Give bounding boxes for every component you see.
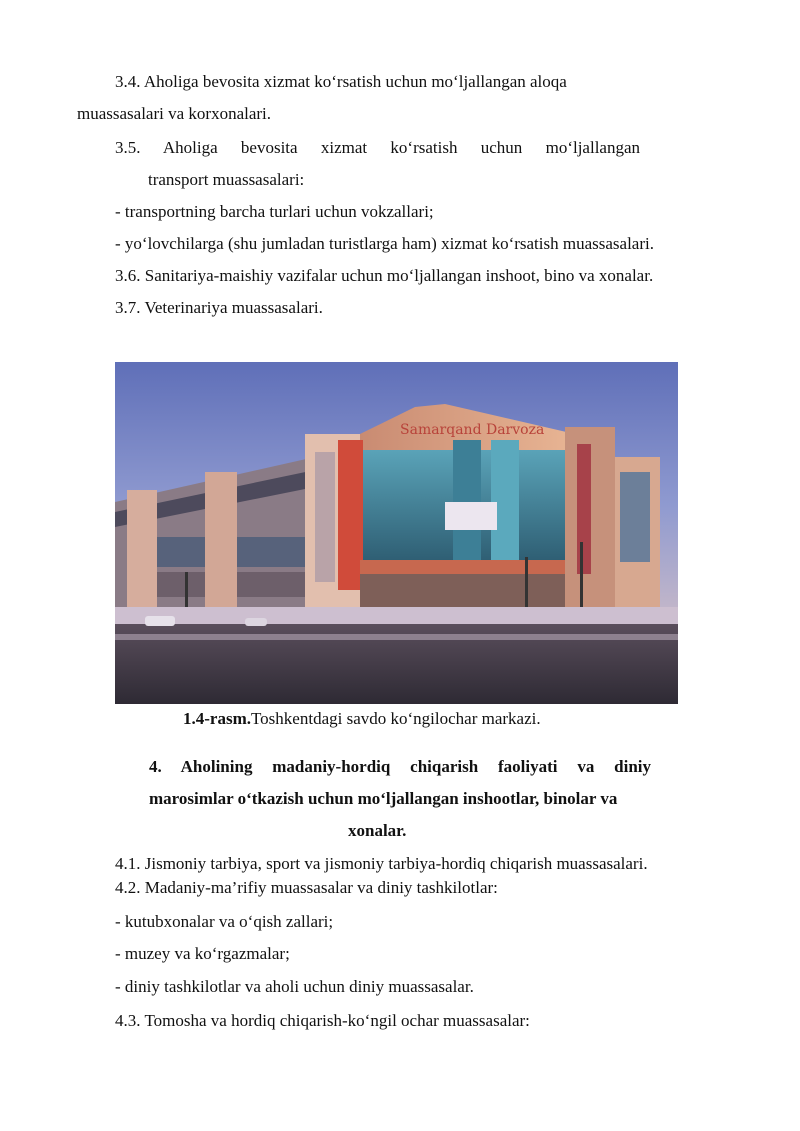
list-item-yolovchilar: - yo‘lovchilarga (shu jumladan turistlarga ham) xizmat ko‘rsatish muassasalari. [115, 234, 654, 253]
item-4-2: 4.2. Madaniy-ma’rifiy muassasalar va diniy tashkilotlar: [115, 878, 498, 897]
caption-text: Toshkentdagi savdo ko‘ngilochar markazi. [250, 709, 541, 728]
item-3-5-number: 3.5. [115, 138, 141, 157]
item-4-3: 4.3. Tomosha va hordiq chiqarish-ko‘ngil ochar muassasalar: [115, 1011, 530, 1030]
item-4-1: 4.1. Jismoniy tarbiya, sport va jismoniy tarbiya-hordiq chiqarish muassasalari. [115, 854, 648, 873]
item-3-4-number: 3.4. [115, 72, 141, 91]
item-3-4-continuation: muassasalari va korxonalari. [77, 104, 272, 123]
list-item-kutubxonalar: - kutubxonalar va o‘qish zallari; [115, 912, 334, 931]
item-3-5-text: Aholiga bevosita xizmat ko‘rsatish uchun mo‘ljallangan [162, 138, 641, 157]
section-heading-line3: xonalar. [348, 821, 407, 840]
item-3-7: 3.7. Veterinariya muassasalari. [115, 298, 323, 317]
caption-label: 1.4-rasm. [183, 709, 251, 728]
section-heading-line1: 4. Aholining madaniy-hordiq chiqarish faoliyati va diniy [149, 757, 651, 776]
item-3-5 [115, 137, 640, 159]
figure-caption [183, 708, 541, 730]
item-3-4-text: Aholiga bevosita xizmat ko‘rsatish uchun mo‘ljallangan aloqa [143, 72, 567, 91]
list-item-diniy: - diniy tashkilotlar va aholi uchun diniy muassasalar. [115, 977, 474, 996]
item-3-5-continuation: transport muassasalari: [148, 170, 305, 189]
sign-text: Samarqand Darvoza [400, 422, 545, 438]
list-item-vokzallar: - transportning barcha turlari uchun vokzallari; [115, 202, 434, 221]
item-3-6: 3.6. Sanitariya-maishiy vazifalar uchun mo‘ljallangan inshoot, bino va xonalar. [115, 266, 654, 285]
item-3-4 [115, 71, 567, 93]
section-heading-line2: marosimlar o‘tkazish uchun mo‘ljallangan inshootlar, binolar va [149, 789, 618, 808]
shopping-center-photo [115, 362, 678, 704]
list-item-muzey: - muzey va ko‘rgazmalar; [115, 944, 290, 963]
